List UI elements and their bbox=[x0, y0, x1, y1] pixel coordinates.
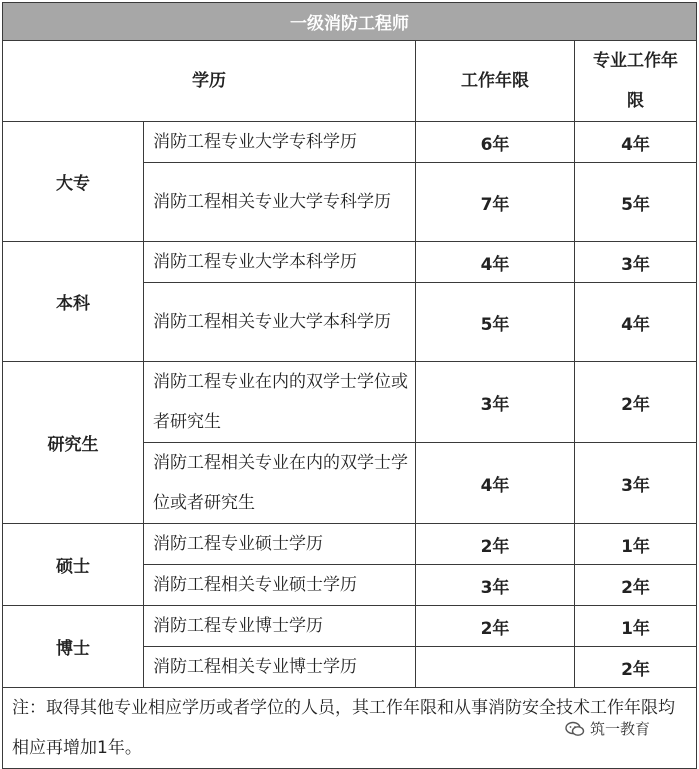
work-years-value: 7年 bbox=[416, 163, 575, 242]
pro-years-value: 3年 bbox=[575, 443, 697, 524]
header-work-years: 工作年限 bbox=[416, 41, 575, 122]
work-years-value bbox=[416, 647, 575, 688]
education-desc: 消防工程专业大学专科学历 bbox=[144, 122, 416, 163]
education-desc: 消防工程相关专业博士学历 bbox=[144, 647, 416, 688]
education-desc: 消防工程相关专业大学专科学历 bbox=[144, 163, 416, 242]
work-years-value: 3年 bbox=[416, 565, 575, 606]
category-cell: 博士 bbox=[3, 606, 144, 688]
requirements-table bbox=[2, 2, 697, 769]
header-pro-work-years: 专业工作年 限 bbox=[575, 41, 697, 122]
education-desc: 消防工程相关专业大学本科学历 bbox=[144, 283, 416, 362]
education-desc: 消防工程专业博士学历 bbox=[144, 606, 416, 647]
education-desc: 消防工程相关专业在内的双学士学位或者研究生 bbox=[144, 443, 416, 524]
pro-years-value: 4年 bbox=[575, 122, 697, 163]
pro-years-value: 2年 bbox=[575, 647, 697, 688]
wechat-logo-icon bbox=[565, 721, 585, 737]
education-desc: 消防工程专业大学本科学历 bbox=[144, 242, 416, 283]
work-years-value: 4年 bbox=[416, 242, 575, 283]
pro-years-value: 1年 bbox=[575, 524, 697, 565]
watermark bbox=[565, 718, 650, 739]
table-title: 一级消防工程师 bbox=[3, 3, 697, 41]
work-years-value: 4年 bbox=[416, 443, 575, 524]
work-years-value: 5年 bbox=[416, 283, 575, 362]
work-years-value: 6年 bbox=[416, 122, 575, 163]
education-desc: 消防工程相关专业硕士学历 bbox=[144, 565, 416, 606]
pro-years-value: 1年 bbox=[575, 606, 697, 647]
category-cell: 硕士 bbox=[3, 524, 144, 606]
pro-years-value: 4年 bbox=[575, 283, 697, 362]
work-years-value: 2年 bbox=[416, 524, 575, 565]
header-education: 学历 bbox=[3, 41, 416, 122]
education-desc: 消防工程专业在内的双学士学位或者研究生 bbox=[144, 362, 416, 443]
pro-years-value: 2年 bbox=[575, 362, 697, 443]
pro-years-value: 5年 bbox=[575, 163, 697, 242]
work-years-value: 3年 bbox=[416, 362, 575, 443]
work-years-value: 2年 bbox=[416, 606, 575, 647]
pro-years-value: 2年 bbox=[575, 565, 697, 606]
watermark-text: 筑一教育 bbox=[590, 720, 651, 738]
education-desc: 消防工程专业硕士学历 bbox=[144, 524, 416, 565]
category-cell: 本科 bbox=[3, 242, 144, 362]
pro-years-value: 3年 bbox=[575, 242, 697, 283]
footnote: 注：取得其他专业相应学历或者学位的人员，其工作年限和从事消防安全技术工作年限均相应再增加1年。 bbox=[3, 688, 697, 769]
category-cell: 研究生 bbox=[3, 362, 144, 524]
category-cell: 大专 bbox=[3, 122, 144, 242]
